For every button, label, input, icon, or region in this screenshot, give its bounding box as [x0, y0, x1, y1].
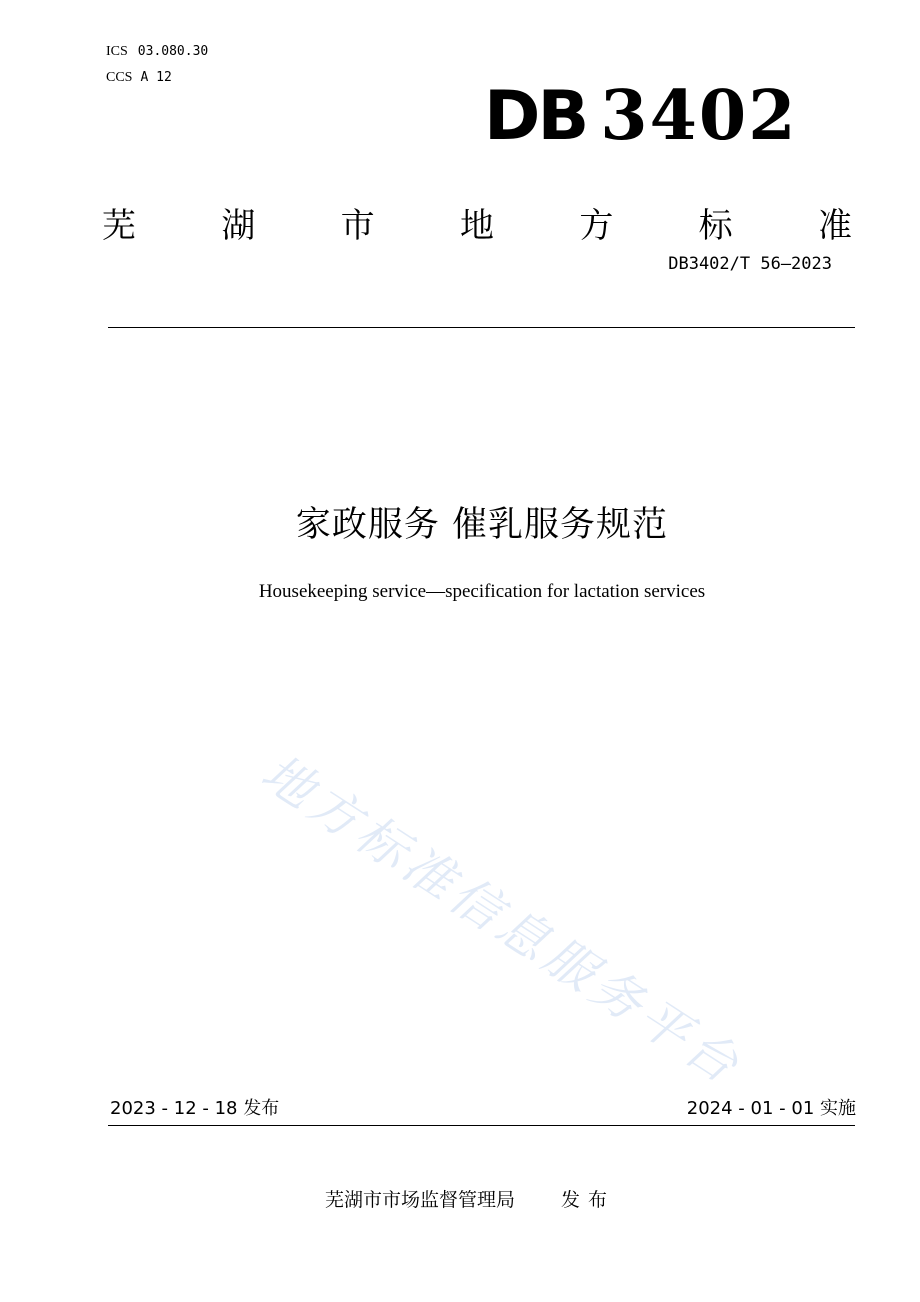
- publisher-name: 芜湖市市场监督管理局: [324, 1189, 515, 1211]
- standard-type-char: 湖: [221, 206, 256, 246]
- db-logo-code: 3402: [600, 76, 798, 156]
- watermark: 地方标准信息服务平台: [251, 743, 753, 1097]
- standard-type-char: 市: [340, 206, 375, 246]
- standard-type-char: 芜: [102, 206, 136, 246]
- publisher-action: 发布: [561, 1189, 616, 1211]
- ics-value: 03.080.30: [137, 44, 209, 59]
- db-standard-logo: [484, 78, 798, 155]
- standard-type-char: 准: [817, 206, 852, 246]
- standard-type-char: 标: [698, 206, 733, 246]
- standard-type-heading: [102, 202, 852, 250]
- ccs-label: CCS: [106, 70, 133, 85]
- standard-type-char: 方: [579, 206, 614, 246]
- top-divider: [108, 327, 855, 328]
- bottom-divider: [108, 1125, 855, 1126]
- ics-label: ICS: [106, 44, 128, 59]
- ccs-value: A 12: [140, 70, 172, 85]
- publisher-line: [0, 1186, 920, 1214]
- document-title-english: Housekeeping service—specification for lactation services: [258, 581, 706, 602]
- standard-type-char: 地: [459, 206, 494, 246]
- ccs-classification: [106, 70, 172, 86]
- standard-code: DB3402/T 56—2023: [668, 254, 832, 274]
- ics-classification: [106, 44, 208, 60]
- document-title-chinese: 家政服务 催乳服务规范: [295, 505, 669, 545]
- db-logo-prefix: DB: [484, 77, 587, 156]
- implementation-date: 2024 - 01 - 01 实施: [686, 1098, 856, 1119]
- issue-date: 2023 - 12 - 18 发布: [110, 1098, 280, 1119]
